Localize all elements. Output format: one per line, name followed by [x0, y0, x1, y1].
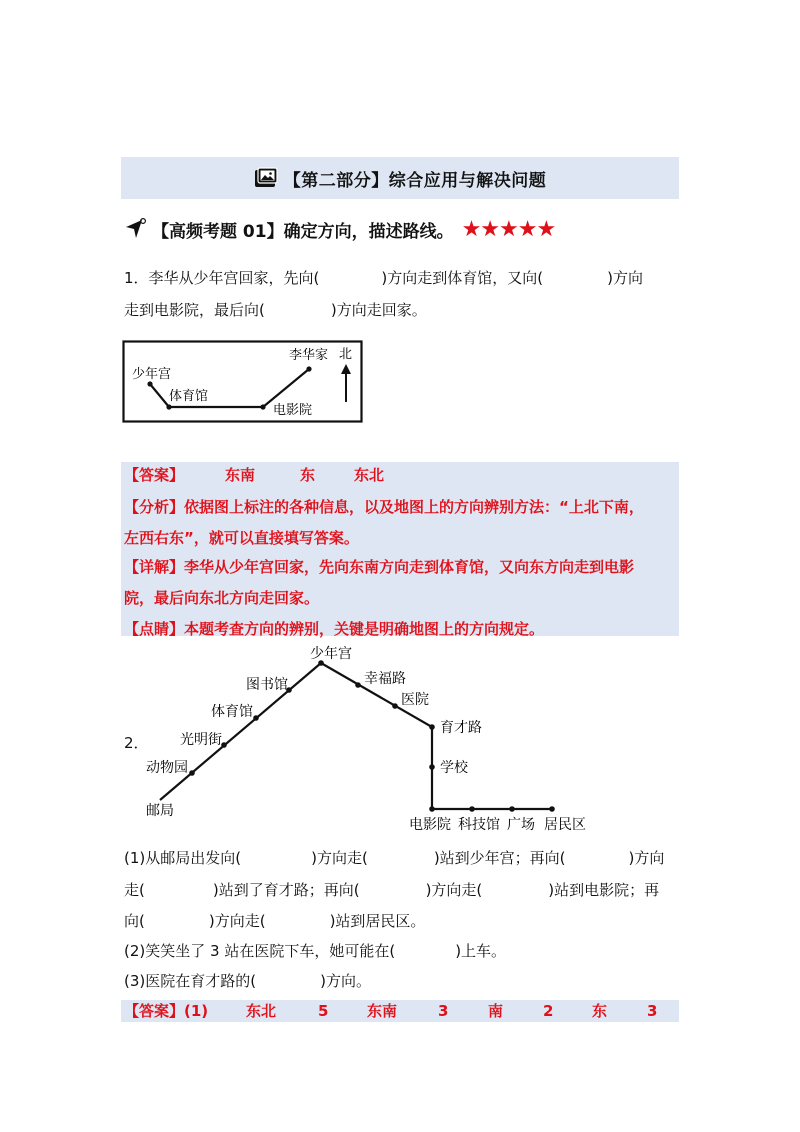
q2-label-youju: 邮局 — [146, 803, 174, 819]
q2-label-xingfulu: 幸福路 — [364, 671, 406, 687]
q2-dot-dianyingyuan — [429, 806, 435, 812]
a2-answer-8: 3 — [647, 1002, 658, 1020]
q1-line-1: 1．李华从少年宫回家，先向( )方向走到体育馆，又向( )方向 — [124, 269, 643, 287]
q2-dot-xuexiao — [429, 764, 435, 770]
q2-dot-guangchang — [509, 806, 515, 812]
a1-answer-line: 【答案】 东南 东 东北 — [124, 466, 385, 484]
q2-label-guangmingjie: 光明街 — [180, 732, 222, 748]
q2-dot-jumingqu — [549, 806, 555, 812]
q2-label-guangchang: 广场 — [507, 817, 535, 833]
q2-label-xuexiao: 学校 — [440, 760, 468, 776]
q2-part1-line-2: 走( )站到了育才路；再向( )方向走( )站到电影院；再 — [124, 881, 660, 899]
topic-title: 【高频考题 01】确定方向，描述路线。 — [152, 221, 454, 242]
a2-answer-1: 东北 — [246, 1002, 277, 1020]
a1-answer-3: 东北 — [354, 466, 385, 484]
q1-north-label: 北 — [339, 347, 353, 362]
section-title: 【第二部分】综合应用与解决问题 — [283, 170, 547, 191]
a2-answer-line: 【答案】(1) 东北 5 东南 3 南 2 东 3 — [124, 1002, 658, 1020]
a2-answer-5: 南 — [488, 1002, 504, 1020]
q2-part3: (3)医院在育才路的( )方向。 — [124, 972, 371, 990]
a1-detail-2: 院，最后向东北方向走回家。 — [124, 589, 320, 607]
q1-label-shaoniangong: 少年宫 — [132, 367, 172, 382]
q1-line-2: 走到电影院，最后向( )方向走回家。 — [124, 301, 427, 319]
q2-label-tiyuguan: 体育馆 — [211, 704, 253, 720]
q1-label-lihuajia: 李华家 — [289, 348, 329, 363]
a1-analysis-2: 左西右东”，就可以直接填写答案。 — [124, 529, 359, 547]
q2-dot-tiyuguan — [253, 715, 259, 721]
a2-answer-6: 2 — [543, 1002, 554, 1020]
q2-label-jumingqu: 居民区 — [544, 817, 586, 833]
a1-detail-1: 【详解】李华从少年宫回家，先向东南方向走到体育馆，又向东方向走到电影 — [124, 558, 635, 576]
a1-answer-1: 东南 — [225, 466, 256, 484]
q2-dot-xingfulu — [355, 682, 361, 688]
a2-answer-3: 东南 — [367, 1002, 398, 1020]
a2-answer-7: 东 — [592, 1002, 608, 1020]
q2-part2: (2)笑笑坐了 3 站在医院下车，她可能在( )上车。 — [124, 942, 507, 960]
q2-label-shaoniangong: 少年宫 — [310, 646, 352, 662]
q2-dot-dongwuyuan — [189, 770, 195, 776]
q2-label-tushuguan: 图书馆 — [246, 677, 288, 693]
q2-label-kejiguan: 科技馆 — [458, 817, 500, 833]
a1-answer-2: 东 — [300, 466, 316, 484]
q2-dot-kejiguan — [469, 806, 475, 812]
q1-label-dianyingyuan: 电影院 — [273, 403, 313, 418]
q2-part1-line-3: 向( )方向走( )站到居民区。 — [124, 912, 426, 930]
q2-part1-line-1: (1)从邮局出发向( )方向走( )站到少年宫；再向( )方向 — [124, 849, 665, 867]
q2-dot-yiyuan — [392, 703, 398, 709]
q2-number: 2． — [124, 734, 149, 752]
q2-label-dianyingyuan: 电影院 — [409, 817, 451, 833]
q1-label-tiyuguan: 体育馆 — [169, 389, 209, 404]
q2-dot-guangmingjie — [221, 742, 227, 748]
rating-stars: ★★★★★ — [461, 216, 556, 242]
q2-label-yucailu: 育才路 — [440, 720, 482, 736]
a2-answer-2: 5 — [318, 1002, 329, 1020]
q2-label-dongwuyuan: 动物园 — [146, 760, 188, 776]
a1-remark: 【点睛】本题考查方向的辨别，关键是明确地图上的方向规定。 — [124, 620, 545, 638]
a1-analysis-1: 【分析】依据图上标注的各种信息，以及地图上的方向辨别方法：“上北下南， — [124, 498, 644, 516]
a2-answer-4: 3 — [438, 1002, 449, 1020]
q2-label-yiyuan: 医院 — [401, 692, 429, 708]
q2-dot-yucailu — [429, 724, 435, 730]
